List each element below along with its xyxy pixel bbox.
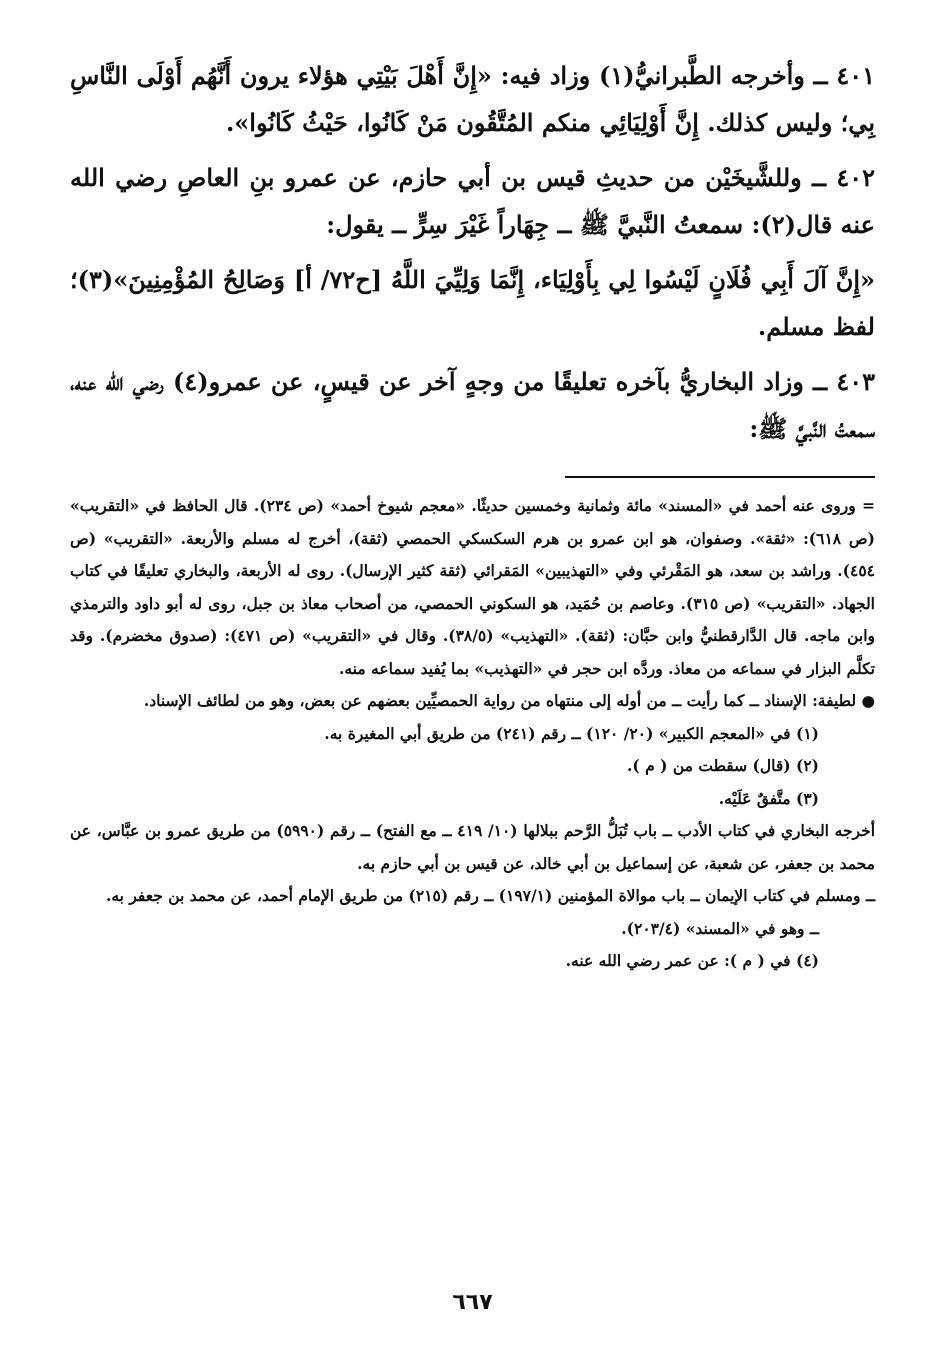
footnote-2: (٢) (قال) سقطت من ( م ). xyxy=(627,756,819,775)
paragraph-401: ٤٠١ ــ وأخرجه الطَّبرانيُّ(١) وزاد فيه: «إِنَّ أَهْلَ بَيْتِي هؤلاء يرون أَنَّهُم أَوْلَى النَّاسِ بِي؛ وليس كذلك. إِنَّ أَوْلِيَائِي منكم المُتَّقُون مَنْ كَانُوا، حَيْثُ كَانُوا». xyxy=(70,61,875,137)
footnote-3-muslim: ــ ومسلم في كتاب الإيمان ــ باب موالاة المؤمنين (١٩٧/١) ــ رقم (٢١٥) من طريق الإمام أحمد، عن محمد بن جعفر به. xyxy=(105,886,875,905)
main-text xyxy=(70,52,875,452)
paragraph-403: ٤٠٣ ــ وزاد البخاريُّ بآخره تعليقًا من وجهٍ آخر عن قيسٍ، عن عمرو(٤) رضي الله عنه، سمعتُ النَّبيَّ ﷺ: xyxy=(70,367,875,443)
footnote-3-musnad: ــ وهو في «المسند» (٢٠٣/٤). xyxy=(621,918,819,938)
footnote-3-bukhari: أخرجه البخاري في كتاب الأدب ــ باب تُبَلُّ الرَّحم ببلالها (١٠/ ٤١٩ ــ مع الفتح) ــ رقم (٥٩٩٠) من طريق عمرو بن عبَّاس، عن محمد بن جعفر، عن شعبة، عن إسماعيل بن أبي خالد، عن قيس بن أبي حازم به. xyxy=(70,821,875,873)
footnote-divider xyxy=(565,476,875,478)
paragraph-402: ٤٠٢ ــ وللشَّيخَيْن من حديثِ قيس بن أبي حازم، عن عمرو بنِ العاصِ رضي الله عنه قال(٢): سمعتُ النَّبيَّ ﷺ ــ جِهَاراً غَيْرَ سِرٍّ ــ يقول: xyxy=(70,163,875,239)
footnotes xyxy=(70,490,875,978)
footnote-continuation: = وروى عنه أحمد في «المسند» مائة وثمانية وخمسين حديثًا. «معجم شيوخ أحمد» (ص ٢٣٤). قال الحافظ في «التقريب» (ص ٦١٨): «ثقة». وصفوان، هو ابن عمرو بن هرم السكسكي الحمصي (ثقة)، أخرج له مسلم والأربعة. «التقريب» (ص ٤٥٤). وراشد بن سعد، هو المَقْرئي وفي «التهذيبين» المَقرائي (ثقة كثير الإرسال). روى له الأربعة، والبخاري تعليقًا في كتاب الجهاد. «التقريب» (ص ٣١٥). وعاصم بن حُمَيد، هو السكوني الحمصي، من أصحاب معاذ بن جبل، روى له أبو داود والترمذي وابن ماجه. قال الدَّارقطنيُّ وابن حبَّان: (ثقة). «التهذيب» (٣٨/٥). وقال في «التقريب» (ص ٤٧١): (صدوق مخضرم). وقد تكلَّم البزار في سماعه من معاذ. وردَّه ابن حجر في «التهذيب» بما يُفيد سماعه منه. xyxy=(70,496,876,678)
footnote-4: (٤) في ( م ): عن عمر رضي الله عنه. xyxy=(565,951,819,970)
footnote-1: (١) في «المعجم الكبير» (٢٠/ ١٢٠) ــ رقم (٢٤١) من طريق أبي المغيرة به. xyxy=(324,723,819,743)
page-number: ٦٦٧ xyxy=(452,1290,493,1315)
footnote-3: (٣) متَّفقٌ عَلَيْه. xyxy=(718,788,819,808)
footnote-latifa: ● لطيفة: الإسناد ــ كما رأيت ــ من أوله إلى منتهاه من رواية الحمصيِّين بعضهم عن بعض، وهو من لطائف الإسناد. xyxy=(143,691,875,710)
paragraph-402-quote: «إِنَّ آلَ أَبِي فُلَانٍ لَيْسُوا لِي بِأَوْلِيَاء، إِنَّمَا وَلِيِّيَ اللَّهُ [ح٧٢/ أ] وَصَالِحُ المُؤْمِنِينَ»(٣)؛ لفظ مسلم. xyxy=(70,265,875,341)
